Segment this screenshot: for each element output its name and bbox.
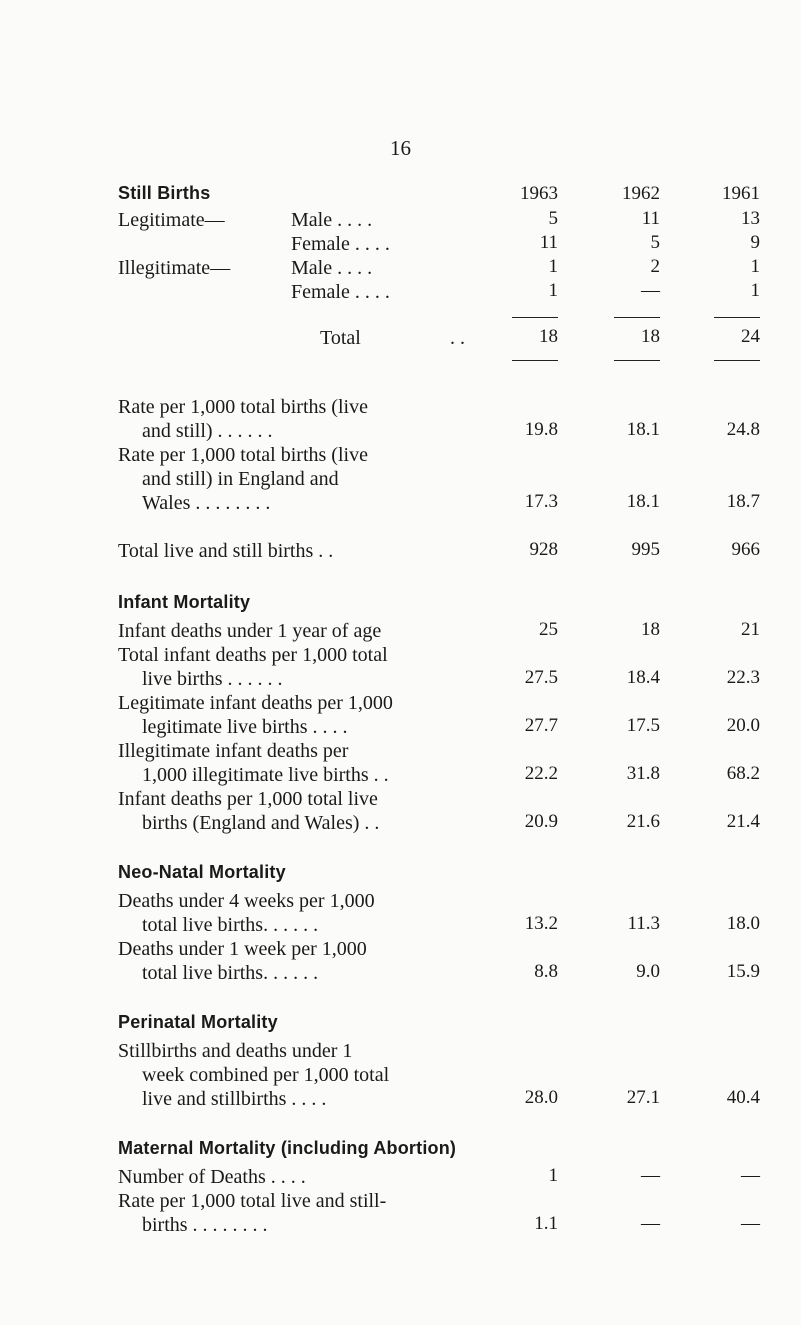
rule: [512, 360, 558, 361]
cell: —: [741, 1213, 760, 1234]
row-label: Female . . . .: [291, 233, 390, 255]
cell: —: [641, 280, 660, 301]
rate-line: and still) . . . . . .: [142, 420, 273, 442]
cell: 995: [631, 539, 660, 560]
row-line: legitimate live births . . . .: [142, 716, 348, 738]
cell: 17.5: [626, 715, 660, 736]
cell: 20.0: [726, 715, 760, 736]
cell: 22.2: [524, 763, 558, 784]
row-line: births (England and Wales) . .: [142, 812, 380, 834]
cell: 15.9: [726, 961, 760, 982]
cell: 24.8: [726, 419, 760, 440]
cell: 18.4: [626, 667, 660, 688]
cell: 27.1: [626, 1087, 660, 1108]
total-cell: 18: [641, 326, 660, 347]
row-line: Deaths under 1 week per 1,000: [118, 938, 367, 960]
cell: 21.4: [726, 811, 760, 832]
row-line: Deaths under 4 weeks per 1,000: [118, 890, 375, 912]
rule: [614, 317, 660, 318]
rate-line: Wales . . . . . . . .: [142, 492, 271, 514]
cell: —: [741, 1165, 760, 1186]
row-line: Illegitimate infant deaths per: [118, 740, 349, 762]
cell: 25: [539, 619, 558, 640]
page-number: 16: [390, 136, 411, 160]
total-live-label: Total live and still births . .: [118, 540, 334, 562]
cell: 68.2: [726, 763, 760, 784]
cell: 11: [539, 232, 558, 253]
rule: [714, 317, 760, 318]
cell: 13.2: [524, 913, 558, 934]
row-label: Male . . . .: [291, 209, 373, 231]
cell: 5: [548, 208, 558, 229]
row-line: Stillbirths and deaths under 1: [118, 1040, 353, 1062]
cell: 31.8: [626, 763, 660, 784]
cell: 18.0: [726, 913, 760, 934]
cell: 27.7: [524, 715, 558, 736]
rate-line: and still) in England and: [142, 468, 339, 490]
illegitimate-label: Illegitimate—: [118, 257, 231, 279]
cell: —: [641, 1213, 660, 1234]
cell: 13: [741, 208, 760, 229]
cell: 1: [548, 256, 558, 277]
year-1963: 1963: [520, 183, 558, 204]
row-line: Infant deaths under 1 year of age: [118, 620, 382, 642]
cell: 21.6: [626, 811, 660, 832]
row-label: Male . . . .: [291, 257, 373, 279]
cell: 966: [731, 539, 760, 560]
cell: 1: [548, 280, 558, 301]
total-label: Total: [320, 327, 361, 349]
infant-mortality-heading: Infant Mortality: [118, 592, 251, 612]
row-line: Number of Deaths . . . .: [118, 1166, 306, 1188]
row-line: Infant deaths per 1,000 total live: [118, 788, 378, 810]
still-births-heading: Still Births: [118, 183, 211, 203]
cell: 19.8: [524, 419, 558, 440]
row-line: total live births. . . . . .: [142, 914, 319, 936]
row-line: week combined per 1,000 total: [142, 1064, 390, 1086]
row-line: births . . . . . . . .: [142, 1214, 268, 1236]
total-cell: 24: [741, 326, 760, 347]
row-line: Total infant deaths per 1,000 total: [118, 644, 388, 666]
cell: 20.9: [524, 811, 558, 832]
cell: 9: [750, 232, 760, 253]
year-1962: 1962: [622, 183, 660, 204]
row-line: live births . . . . . .: [142, 668, 283, 690]
cell: 8.8: [534, 961, 558, 982]
cell: 28.0: [524, 1087, 558, 1108]
cell: 928: [529, 539, 558, 560]
rate-line: Rate per 1,000 total births (live: [118, 396, 368, 418]
rule: [714, 360, 760, 361]
cell: 40.4: [726, 1087, 760, 1108]
perinatal-heading: Perinatal Mortality: [118, 1012, 278, 1032]
rule: [614, 360, 660, 361]
maternal-heading: Maternal Mortality (including Abortion): [118, 1138, 457, 1158]
cell: 21: [741, 619, 760, 640]
cell: 9.0: [636, 961, 660, 982]
cell: 22.3: [726, 667, 760, 688]
cell: 11: [641, 208, 660, 229]
rate-line: Rate per 1,000 total births (live: [118, 444, 368, 466]
cell: 11.3: [627, 913, 660, 934]
cell: 27.5: [524, 667, 558, 688]
row-line: live and stillbirths . . . .: [142, 1088, 327, 1110]
cell: 2: [650, 256, 660, 277]
cell: 17.3: [524, 491, 558, 512]
cell: 18: [641, 619, 660, 640]
total-dots: . .: [450, 327, 465, 349]
row-line: Rate per 1,000 total live and still-: [118, 1190, 387, 1212]
row-line: Legitimate infant deaths per 1,000: [118, 692, 393, 714]
legitimate-label: Legitimate—: [118, 209, 225, 231]
cell: 18.1: [626, 491, 660, 512]
row-line: total live births. . . . . .: [142, 962, 319, 984]
year-1961: 1961: [722, 183, 760, 204]
cell: 18.7: [726, 491, 760, 512]
cell: 5: [650, 232, 660, 253]
cell: 1: [750, 280, 760, 301]
neo-natal-heading: Neo-Natal Mortality: [118, 862, 286, 882]
cell: 1: [750, 256, 760, 277]
cell: 1: [548, 1165, 558, 1186]
cell: 18.1: [626, 419, 660, 440]
total-cell: 18: [539, 326, 558, 347]
row-label: Female . . . .: [291, 281, 390, 303]
cell: —: [641, 1165, 660, 1186]
rule: [512, 317, 558, 318]
cell: 1.1: [534, 1213, 558, 1234]
row-line: 1,000 illegitimate live births . .: [142, 764, 389, 786]
